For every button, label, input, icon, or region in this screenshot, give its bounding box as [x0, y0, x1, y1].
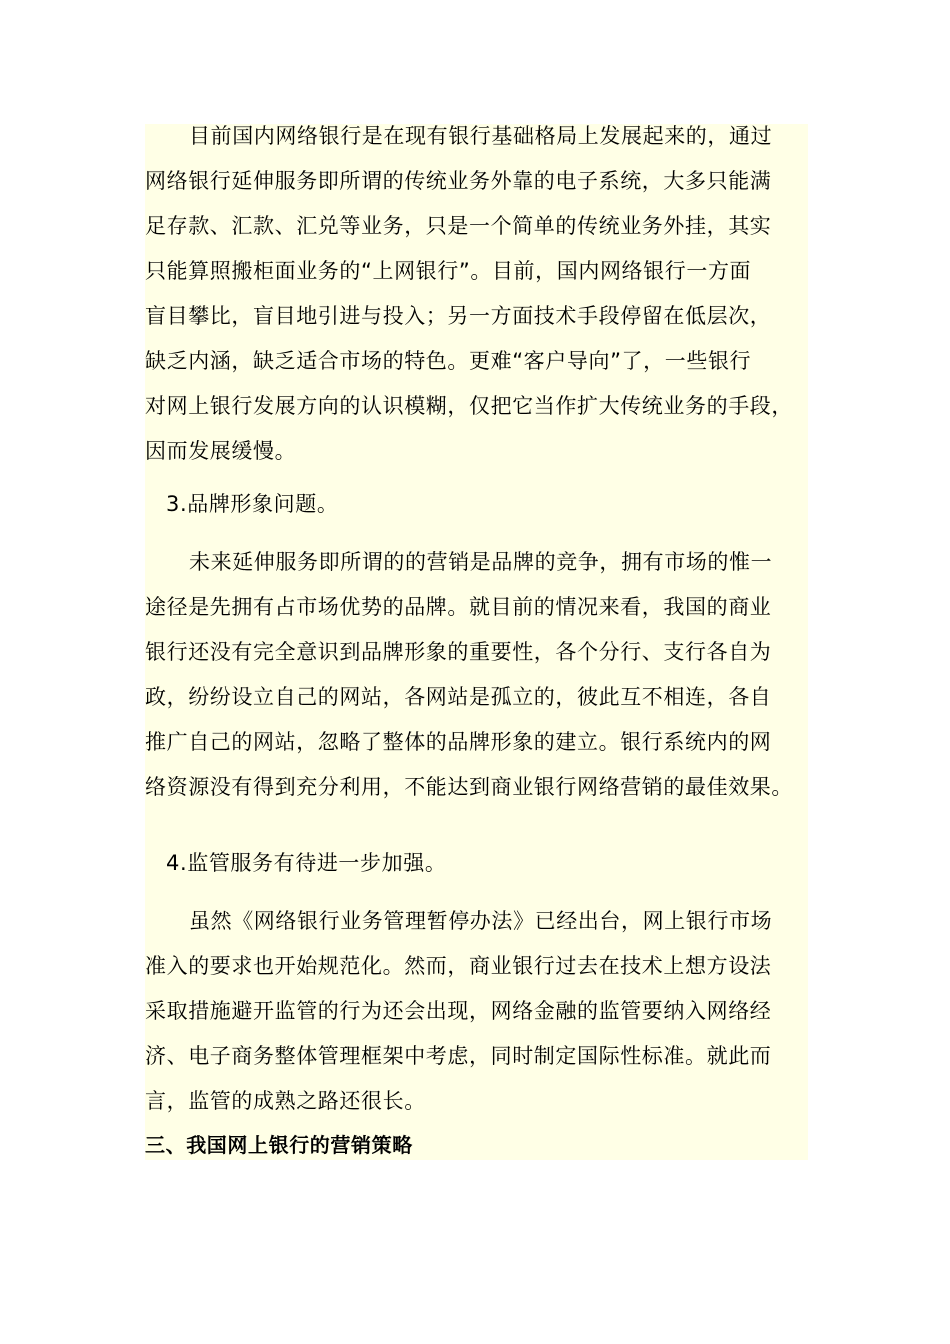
item-title: 4.监管服务有待进一步加强。 — [166, 851, 447, 875]
paragraph-line: 缺乏内涵，缺乏适合市场的特色。更难“客户导向”了，一些银行 — [145, 349, 752, 373]
paragraph-brand-image — [145, 540, 815, 810]
item-3-heading — [145, 482, 815, 527]
paragraph-line: 准入的要求也开始规范化。然而，商业银行过去在技术上想方设法 — [145, 954, 772, 978]
paragraph-online-banking-status — [145, 114, 815, 474]
section-heading: 三、我国网上银行的营销策略 — [145, 1133, 413, 1157]
paragraph-line: 络资源没有得到充分利用，不能达到商业银行网络营销的最佳效果。 — [145, 775, 793, 799]
paragraph-line: 采取措施避开监管的行为还会出现，网络金融的监管要纳入网络经 — [145, 999, 772, 1023]
paragraph-line: 目前国内网络银行是在现有银行基础格局上发展起来的，通过 — [189, 124, 773, 148]
paragraph-line: 对网上银行发展方向的认识模糊，仅把它当作扩大传统业务的手段， — [145, 394, 793, 418]
paragraph-line: 盲目攀比，盲目地引进与投入；另一方面技术手段停留在低层次， — [145, 304, 772, 328]
item-title: 3.品牌形象问题。 — [166, 492, 339, 516]
paragraph-line: 推广自己的网站，忽略了整体的品牌形象的建立。银行系统内的网 — [145, 730, 772, 754]
paragraph-line: 网络银行延伸服务即所谓的传统业务外靠的电子系统，大多只能满 — [145, 169, 772, 193]
paragraph-line: 足存款、汇款、汇兑等业务，只是一个简单的传统业务外挂，其实 — [145, 214, 772, 238]
paragraph-line: 虽然《网络银行业务管理暂停办法》已经出台，网上银行市场 — [189, 909, 773, 933]
item-4-heading — [145, 841, 815, 886]
section-heading-block — [145, 1123, 815, 1168]
paragraph-line: 只能算照搬柜面业务的“上网银行”。目前，国内网络银行一方面 — [145, 259, 752, 283]
paragraph-line: 济、电子商务整体管理框架中考虑，同时制定国际性标准。就此而 — [145, 1044, 772, 1068]
paragraph-line: 银行还没有完全意识到品牌形象的重要性，各个分行、支行各自为 — [145, 640, 772, 664]
paragraph-line: 因而发展缓慢。 — [145, 439, 297, 463]
paragraph-line: 政，纷纷设立自己的网站，各网站是孤立的，彼此互不相连，各自 — [145, 685, 772, 709]
paragraph-regulation — [145, 899, 815, 1124]
paragraph-line: 途径是先拥有占市场优势的品牌。就目前的情况来看，我国的商业 — [145, 595, 772, 619]
paragraph-line: 言，监管的成熟之路还很长。 — [145, 1089, 426, 1113]
paragraph-line: 未来延伸服务即所谓的的营销是品牌的竞争，拥有市场的惟一 — [189, 550, 773, 574]
